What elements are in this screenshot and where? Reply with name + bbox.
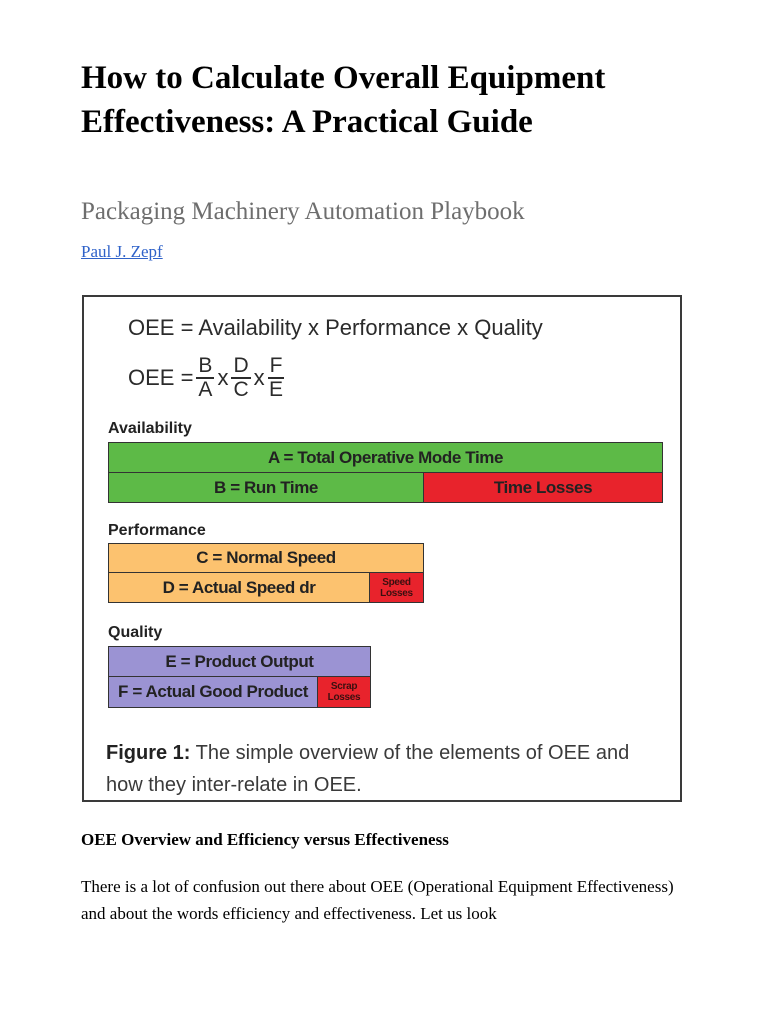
bar-actual-good-product: F = Actual Good Product xyxy=(108,676,318,708)
bar-run-time: B = Run Time xyxy=(108,472,424,503)
multiply-sign: x xyxy=(217,365,229,390)
figure-caption xyxy=(106,737,636,801)
bar-time-losses: Time Losses xyxy=(423,472,663,503)
section-heading: OEE Overview and Efficiency versus Effectiveness xyxy=(81,830,449,849)
fraction-denominator: A xyxy=(198,378,213,401)
multiply-sign: x xyxy=(253,365,265,390)
bar-total-operative-time: A = Total Operative Mode Time xyxy=(108,442,663,473)
article-subtitle: Packaging Machinery Automation Playbook xyxy=(81,198,525,225)
fraction-denominator: C xyxy=(233,378,249,401)
speed-losses-line1: Speed xyxy=(382,576,411,588)
bar-actual-speed: D = Actual Speed dr xyxy=(108,572,370,603)
fraction-numerator: B xyxy=(198,354,213,377)
speed-losses-line2: Losses xyxy=(380,587,413,599)
bar-scrap-losses xyxy=(317,676,371,708)
author-link[interactable]: Paul J. Zepf xyxy=(81,242,163,261)
figure-caption-label: Figure 1: xyxy=(106,742,191,764)
formula-lhs: OEE = xyxy=(128,365,194,390)
fraction-d-over-c xyxy=(231,355,250,401)
scrap-losses-line1: Scrap xyxy=(330,681,358,692)
fraction-denominator: E xyxy=(269,378,284,401)
bar-speed-losses xyxy=(369,572,424,603)
body-paragraph: There is a lot of confusion out there about OEE (Operational Equipment Effectiveness) and about the words efficiency and effectiveness. Let us look xyxy=(81,877,674,923)
article-title: How to Calculate Overall Equipment Effectiveness: A Practical Guide xyxy=(81,60,606,140)
oee-formula-words: OEE = Availability x Performance x Quality xyxy=(128,315,543,340)
bar-product-output: E = Product Output xyxy=(108,646,371,677)
fraction-b-over-a xyxy=(196,355,214,401)
fraction-numerator: D xyxy=(233,354,249,377)
availability-label: Availability xyxy=(108,420,192,437)
performance-label: Performance xyxy=(108,522,206,539)
fraction-numerator: F xyxy=(269,354,283,377)
quality-label: Quality xyxy=(108,624,163,641)
oee-formula-fractions xyxy=(128,355,284,401)
bar-normal-speed: C = Normal Speed xyxy=(108,543,424,573)
oee-figure xyxy=(82,295,682,802)
figure-caption-text: The simple overview of the elements of OEE and how they inter-relate in OEE. xyxy=(106,742,630,796)
scrap-losses-line2: Losses xyxy=(327,692,361,703)
fraction-f-over-e xyxy=(268,355,285,401)
